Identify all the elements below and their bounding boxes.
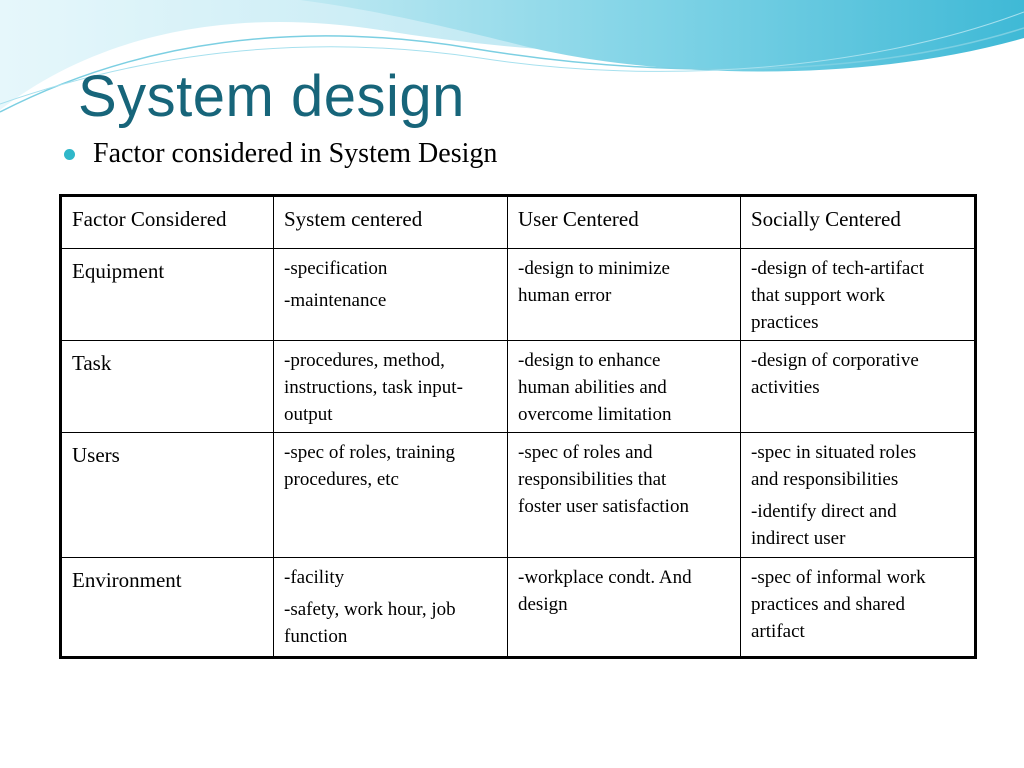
cell-line: instructions, task input- [284, 377, 463, 398]
cell-line: -workplace condt. And [518, 567, 692, 588]
cell-line: -design to enhance [518, 350, 661, 371]
header-system-centered: System centered [274, 196, 508, 249]
system-centered-cell [274, 249, 508, 341]
system-design-table [59, 194, 977, 659]
cell-line: function [284, 626, 348, 647]
socially-centered-cell [741, 558, 976, 658]
table-row [61, 249, 976, 341]
user-centered-cell [508, 249, 741, 341]
header-socially-centered: Socially Centered [741, 196, 976, 249]
cell-line: that support work [751, 285, 886, 306]
cell-line: -safety, work hour, job [284, 599, 456, 620]
bullet-dot-icon [64, 149, 75, 160]
cell-line: foster user satisfaction [518, 496, 689, 517]
cell-line: -facility [284, 567, 345, 588]
cell-line: overcome limitation [518, 404, 672, 425]
system-centered-cell [274, 341, 508, 433]
cell-line: -design of corporative [751, 350, 919, 371]
header-factor-considered: Factor Considered [61, 196, 274, 249]
factor-cell: Equipment [61, 249, 274, 341]
cell-line: design [518, 594, 568, 615]
cell-line: human error [518, 285, 612, 306]
table-header-row [61, 196, 976, 249]
user-centered-cell [508, 433, 741, 558]
slide-title: System design [78, 64, 465, 129]
cell-line: -identify direct and [751, 501, 897, 522]
cell-line: -design to minimize [518, 258, 670, 279]
cell-line: -maintenance [284, 290, 387, 311]
cell-line: -spec of roles and [518, 442, 653, 463]
table-row [61, 433, 976, 558]
cell-line: -procedures, method, [284, 350, 445, 371]
cell-line: practices and shared [751, 594, 906, 615]
system-centered-cell [274, 558, 508, 658]
cell-line: activities [751, 377, 820, 398]
socially-centered-cell [741, 433, 976, 558]
user-centered-cell [508, 558, 741, 658]
cell-line: practices [751, 312, 819, 333]
cell-line: indirect user [751, 528, 846, 549]
factor-cell: Task [61, 341, 274, 433]
socially-centered-cell [741, 341, 976, 433]
user-centered-cell [508, 341, 741, 433]
cell-line: -design of tech-artifact [751, 258, 925, 279]
cell-line: procedures, etc [284, 469, 399, 490]
cell-line: -spec of roles, training [284, 442, 455, 463]
cell-line: output [284, 404, 333, 425]
table-row [61, 341, 976, 433]
cell-line: and responsibilities [751, 469, 899, 490]
cell-line: artifact [751, 621, 805, 642]
table-row [61, 558, 976, 658]
cell-line: -specification [284, 258, 388, 279]
cell-line: -spec in situated roles [751, 442, 917, 463]
bullet-text: Factor considered in System Design [93, 138, 498, 169]
socially-centered-cell [741, 249, 976, 341]
cell-line: responsibilities that [518, 469, 667, 490]
cell-line: human abilities and [518, 377, 667, 398]
factor-cell: Users [61, 433, 274, 558]
factor-cell: Environment [61, 558, 274, 658]
cell-line: -spec of informal work [751, 567, 926, 588]
header-user-centered: User Centered [508, 196, 741, 249]
bullet-item [64, 138, 497, 170]
system-centered-cell [274, 433, 508, 558]
